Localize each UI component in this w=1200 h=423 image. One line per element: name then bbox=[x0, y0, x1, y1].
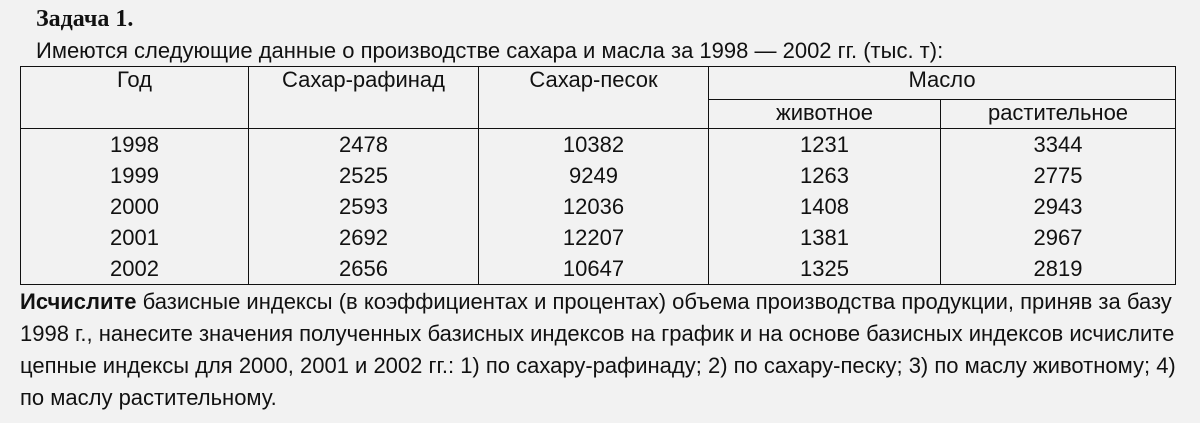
table-row bbox=[21, 222, 1176, 253]
task-title: Задача 1. bbox=[36, 6, 134, 32]
cell-oil-animal: 1325 bbox=[709, 253, 941, 285]
cell-oil-vegetable: 3344 bbox=[941, 129, 1176, 161]
cell-sugar-sand: 10382 bbox=[479, 129, 709, 161]
cell-oil-vegetable: 2819 bbox=[941, 253, 1176, 285]
cell-oil-vegetable: 2943 bbox=[941, 191, 1176, 222]
task-lead: Исчислите bbox=[20, 289, 137, 314]
table-row bbox=[21, 129, 1176, 161]
production-table bbox=[20, 66, 1176, 285]
table-row bbox=[21, 160, 1176, 191]
intro-text: Имеются следующие данные о производстве сахара и масла за 1998 — 2002 гг. (тыс. т): bbox=[36, 38, 944, 63]
cell-year: 2000 bbox=[21, 191, 249, 222]
cell-sugar-refined: 2692 bbox=[249, 222, 479, 253]
table-row bbox=[21, 253, 1176, 285]
cell-sugar-refined: 2656 bbox=[249, 253, 479, 285]
header-sugar-sand: Сахар-песок bbox=[479, 67, 709, 129]
header-year: Год bbox=[21, 67, 249, 129]
cell-year: 2002 bbox=[21, 253, 249, 285]
cell-oil-animal: 1231 bbox=[709, 129, 941, 161]
cell-sugar-sand: 12207 bbox=[479, 222, 709, 253]
cell-oil-animal: 1263 bbox=[709, 160, 941, 191]
cell-year: 1999 bbox=[21, 160, 249, 191]
cell-oil-vegetable: 2775 bbox=[941, 160, 1176, 191]
cell-sugar-sand: 12036 bbox=[479, 191, 709, 222]
cell-year: 1998 bbox=[21, 129, 249, 161]
cell-oil-vegetable: 2967 bbox=[941, 222, 1176, 253]
cell-sugar-sand: 9249 bbox=[479, 160, 709, 191]
header-oil: Масло bbox=[709, 67, 1176, 100]
task-body: базисные индексы (в коэффициентах и процентах) объема производства продукции, приняв за базу 1998 г., нанесите значения полученных базисных индексов на график и на основе базисных индексов исчислите цепные индексы для 2000, 2001 и 2002 гг.: 1) по сахару-рафинаду; 2) по сахару-песку; 3) по маслу животному; 4) по маслу растительному. bbox=[20, 289, 1176, 410]
cell-sugar-refined: 2593 bbox=[249, 191, 479, 222]
task-text bbox=[20, 286, 1185, 414]
cell-sugar-refined: 2478 bbox=[249, 129, 479, 161]
header-oil-animal: животное bbox=[709, 100, 941, 129]
cell-oil-animal: 1381 bbox=[709, 222, 941, 253]
cell-oil-animal: 1408 bbox=[709, 191, 941, 222]
header-oil-vegetable: растительное bbox=[941, 100, 1176, 129]
header-sugar-refined: Сахар-рафинад bbox=[249, 67, 479, 129]
table-row bbox=[21, 191, 1176, 222]
cell-year: 2001 bbox=[21, 222, 249, 253]
cell-sugar-sand: 10647 bbox=[479, 253, 709, 285]
cell-sugar-refined: 2525 bbox=[249, 160, 479, 191]
